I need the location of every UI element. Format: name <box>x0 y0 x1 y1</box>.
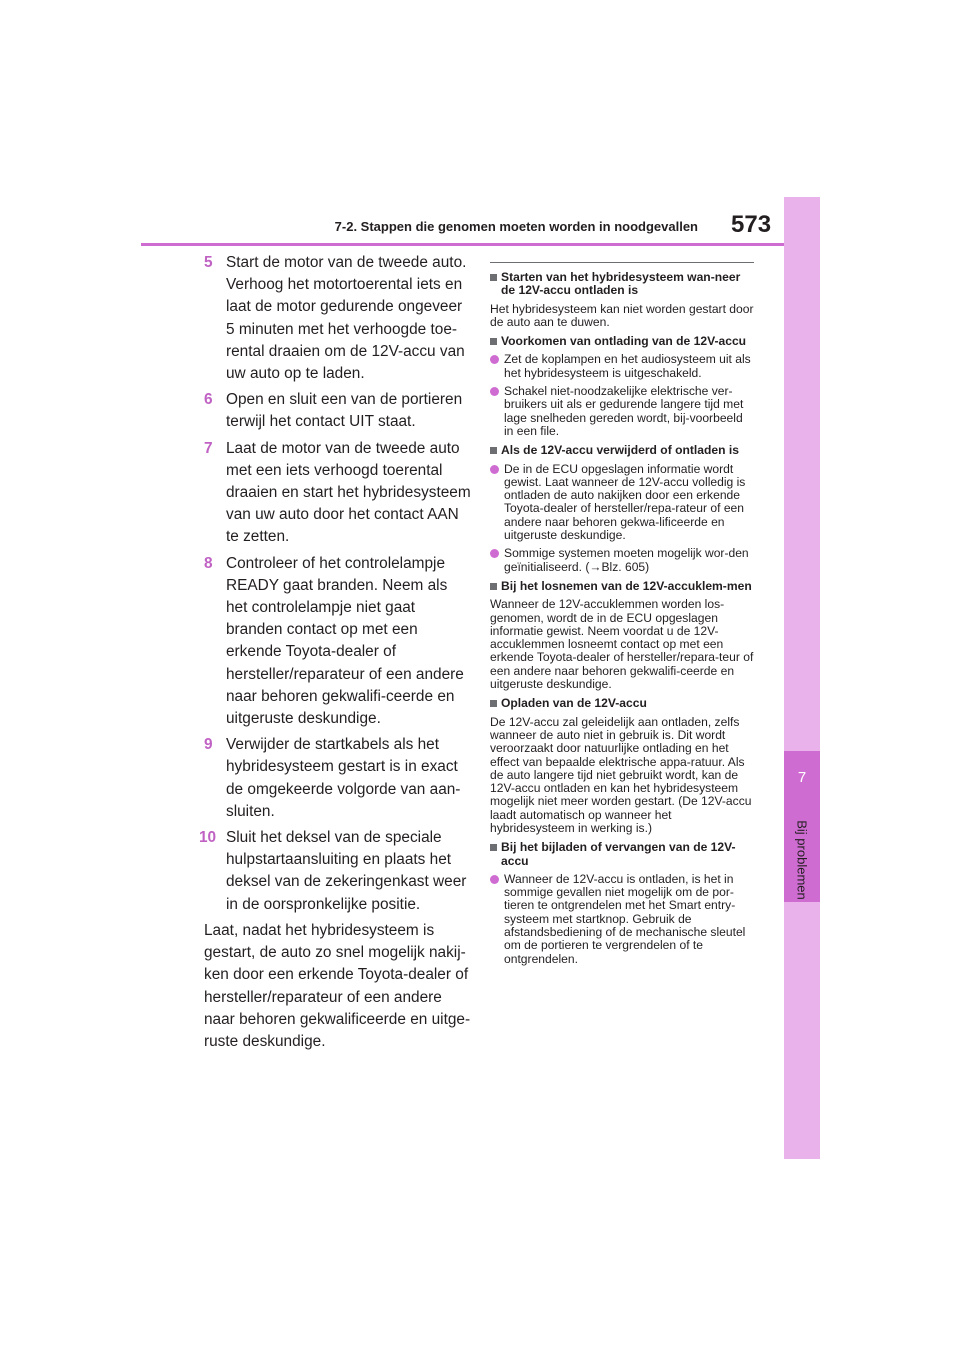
section-title: 7-2. Stappen die genomen moeten worden in noodgevallen <box>334 219 698 234</box>
circle-bullet-icon <box>490 875 499 884</box>
note-section <box>490 697 754 835</box>
list-item-text: Wanneer de 12V-accu is ontladen, is het in sommige gevallen niet mogelijk om de por-tieren te ontgrendelen met het Smart entry-systeem met startknop. Gebruik de afstandsbediening of de mechanische sleutel om de portieren te vergrendelen of te ontgrendelen. <box>504 871 746 966</box>
list-item <box>490 873 754 966</box>
header-rule <box>141 243 784 246</box>
closing-paragraph: Laat, nadat het hybridesysteem is gestart, de auto zo snel mogelijk nakij-ken door een erkende Toyota-dealer of hersteller/reparateur of een andere naar behoren gekwalificeerde en uitge-ruste deskundige. <box>204 921 471 1050</box>
step-number: 7 <box>204 439 213 457</box>
circle-bullet-icon <box>490 355 499 364</box>
section-heading <box>490 580 754 593</box>
step-number: 6 <box>204 391 213 409</box>
square-bullet-icon <box>490 844 497 851</box>
right-column <box>490 262 754 972</box>
square-bullet-icon <box>490 338 497 345</box>
note-section <box>490 841 754 966</box>
section-heading <box>490 271 754 298</box>
step-text: Sluit het deksel van de speciale hulpstartaansluiting en plaats het deksel van de zekeringenkast weer in de oorspronkelijke positie. <box>226 829 467 913</box>
circle-bullet-icon <box>490 549 499 558</box>
circle-bullet-icon <box>490 465 499 474</box>
step-number: 10 <box>199 829 217 847</box>
square-bullet-icon <box>490 274 497 281</box>
heading-text: Als de 12V-accu verwijderd of ontladen is <box>501 443 739 458</box>
step-number: 9 <box>204 736 213 754</box>
heading-text: Bij het bijladen of vervangen van de 12V-accu <box>501 840 736 868</box>
step-5 <box>204 252 472 385</box>
square-bullet-icon <box>490 700 497 707</box>
step-text: Controleer of het controlelampje READY gaat branden. Neem als het controlelampje niet gaat branden contact op met een erkende Toyota-dealer of hersteller/reparateur of een andere naar behoren gekwalifi-ceerde en uitgeruste deskundige. <box>226 554 464 728</box>
heading-text: Bij het losnemen van de 12V-accuklem-men <box>501 578 752 593</box>
left-column <box>199 252 472 1053</box>
list-item <box>490 463 754 543</box>
chapter-title-text: Bij problemen <box>794 820 810 900</box>
square-bullet-icon <box>490 583 497 590</box>
section-heading <box>490 697 754 710</box>
chapter-number: 7 <box>797 769 807 786</box>
step-9 <box>204 734 472 823</box>
heading-text: Opladen van de 12V-accu <box>501 696 647 711</box>
list-item <box>490 385 754 438</box>
step-text: Open en sluit een van de portieren terwijl het contact UIT staat. <box>226 391 463 431</box>
step-text: Verwijder de startkabels als het hybridesysteem gestart is in exact de omgekeerde volgorde van aan-sluiten. <box>226 736 461 820</box>
notes-divider <box>490 262 754 263</box>
section-heading <box>490 444 754 457</box>
side-tab <box>784 197 820 1159</box>
section-body: De 12V-accu zal geleidelijk aan ontladen, zelfs wanneer de auto niet in gebruik is. Dit wordt veroorzaakt door natuurlijke ontlading en het effect van bepaalde elektrische appa-ratuur. Als de auto langere tijd niet gebruikt wordt, kan de 12V-accu ontladen en kan het hybridesysteem mogelijk niet meer worden gestart. (De 12V-accu laadt automatisch op wanneer het hybridesysteem in werking is.) <box>490 714 752 835</box>
step-number: 5 <box>204 254 213 271</box>
circle-bullet-icon <box>490 387 499 396</box>
note-section <box>490 580 754 691</box>
step-number: 8 <box>204 554 213 572</box>
section-heading <box>490 841 754 868</box>
step-6 <box>204 389 472 433</box>
step-text: Laat de motor van de tweede auto met een iets verhoogd toerental draaien en start het hybridesysteem van uw auto door het contact AAN te zetten. <box>226 439 471 546</box>
list-item <box>490 547 754 574</box>
step-8 <box>204 553 472 731</box>
note-section <box>490 444 754 574</box>
note-section <box>490 271 754 329</box>
step-7 <box>204 438 472 549</box>
list-item <box>490 353 754 380</box>
list-item-text: Schakel niet-noodzakelijke elektrische ver-bruikers uit als er gedurende langere tijd met lage snelheden gereden wordt, bij-voorbeeld in een file. <box>504 384 744 438</box>
list-item-text: Zet de koplampen en het audiosysteem uit als het hybridesysteem is uitgeschakeld. <box>504 352 751 380</box>
step-10 <box>199 827 472 916</box>
list-item-text: Sommige systemen moeten mogelijk wor-den geïnitialiseerd. (→Blz. 605) <box>504 546 749 574</box>
page-number: 573 <box>731 211 772 238</box>
heading-text: Starten van het hybridesysteem wan-neer de 12V-accu ontladen is <box>501 270 741 298</box>
section-body: Wanneer de 12V-accuklemmen worden los-genomen, wordt de in de ECU opgeslagen informatie gewist. Neem voordat u de 12V-accuklemmen losneemt contact op met een erkende Toyota-dealer of hersteller/repara-teur of een andere naar behoren gekwalifi-ceerde en uitgeruste deskundige. <box>490 597 754 692</box>
list-item-text: De in de ECU opgeslagen informatie wordt gewist. Laat wanneer de 12V-accu volledig is ontladen de auto nakijken door een erkende Toyota-dealer of hersteller/repa-rateur of een andere naar behoren gekwa-lificeerde en uitgeruste deskundige. <box>504 461 746 543</box>
square-bullet-icon <box>490 447 497 454</box>
section-body: Het hybridesysteem kan niet worden gestart door de auto aan te duwen. <box>490 301 754 329</box>
note-section <box>490 335 754 438</box>
heading-text: Voorkomen van ontlading van de 12V-accu <box>501 334 747 349</box>
step-text: Start de motor van de tweede auto. Verhoog het motortoerental iets en laat de motor gedurende ongeveer 5 minuten met het verhoogde toe-rental draaien om de 12V-accu van uw auto op te laden. <box>226 254 467 383</box>
section-heading <box>490 335 754 348</box>
